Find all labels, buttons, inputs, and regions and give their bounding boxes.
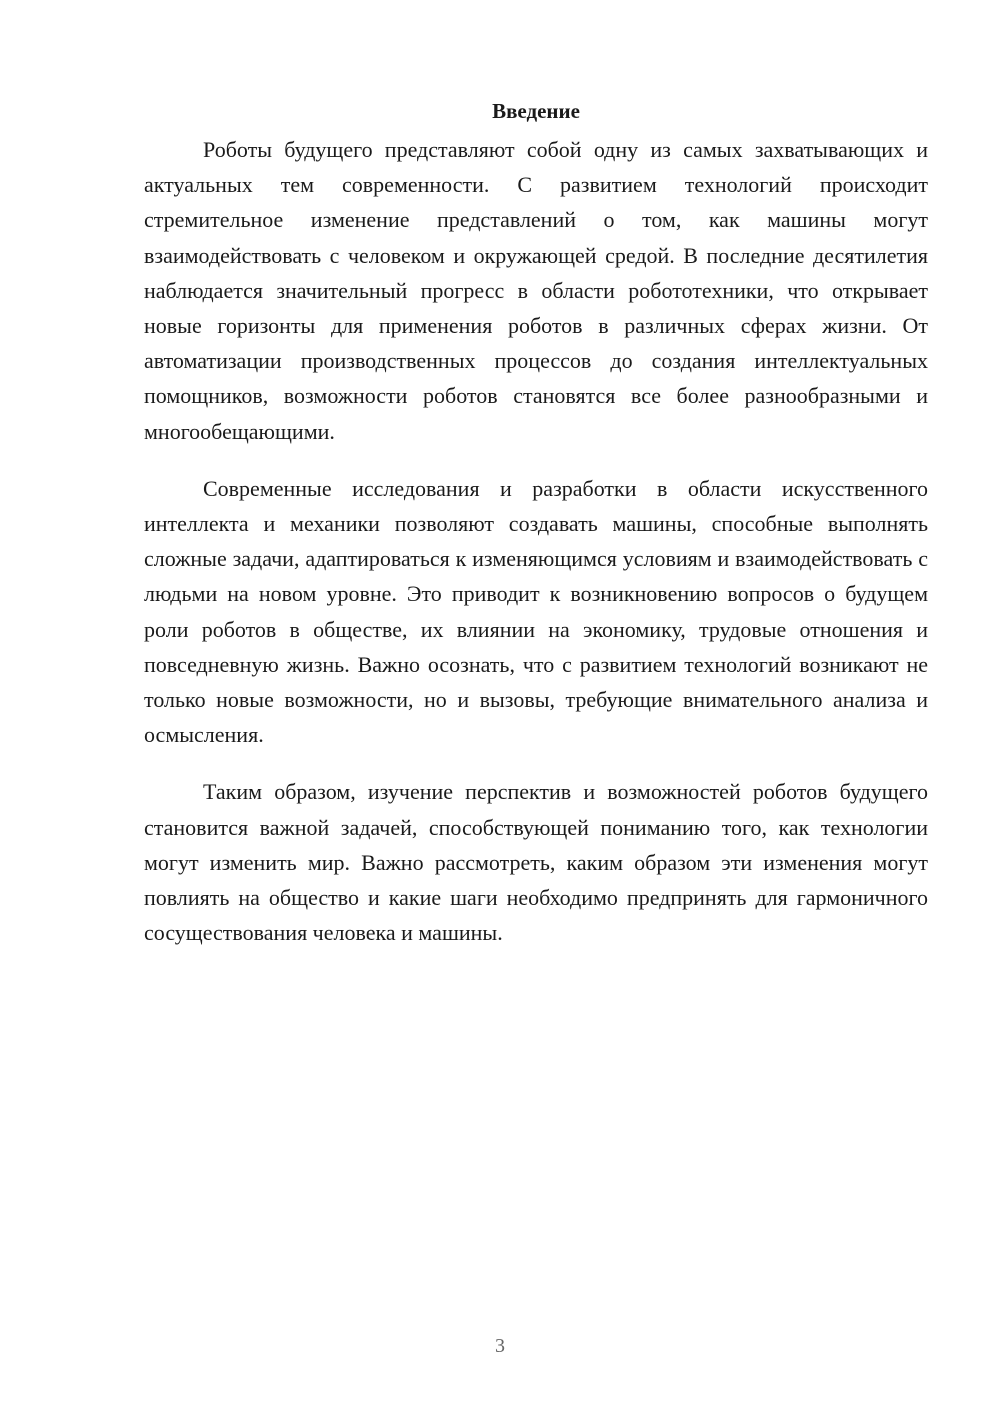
page-content: [144, 96, 928, 972]
page-number: 3: [495, 1335, 505, 1357]
section-heading: Введение: [492, 99, 580, 123]
paragraph-3: Таким образом, изучение перспектив и возможностей роботов будущего становится важной задачей, способствующей пониманию того, как технологии могут изменить мир. Важно рассмотреть, каким образом эти изменения могут повлиять на общество и какие шаги необходимо предпринять для гармоничного сосуществования человека и машины.: [144, 779, 928, 946]
paragraph-2: Современные исследования и разработки в области искусственного интеллекта и механики позволяют создавать машины, способные выполнять сложные задачи, адаптироваться к изменяющимся условиям и взаимодействовать с людьми на новом уровне. Это приводит к возникновению вопросов о будущем роли роботов в обществе, их влиянии на экономику, трудовые отношения и повседневную жизнь. Важно осознать, что с развитием технологий возникают не только новые возможности, но и вызовы, требующие внимательного анализа и осмысления.: [144, 475, 928, 748]
paragraph-1: Роботы будущего представляют собой одну из самых захватывающих и актуальных тем современности. С развитием технологий происходит стремительное изменение представлений о том, как машины могут взаимодействовать с человеком и окружающей средой. В последние десятилетия наблюдается значительный прогресс в области робототехники, что открывает новые горизонты для применения роботов в различных сферах жизни. От автоматизации производственных процессов до создания интеллектуальных помощников, возможности роботов становятся все более разнообразными и многообещающими.: [144, 137, 928, 444]
